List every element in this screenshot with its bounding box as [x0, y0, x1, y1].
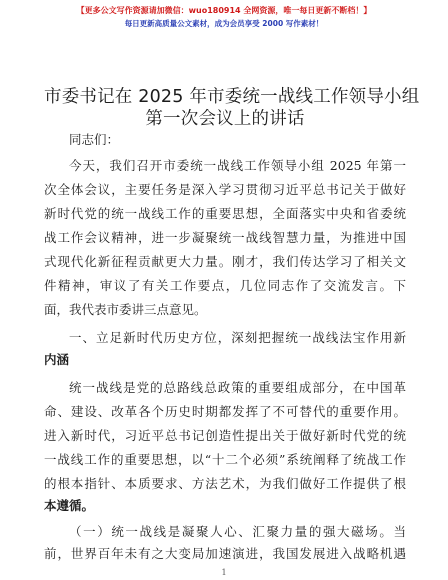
body-line: 新时代党的统一战线工作的重要思想，全面落实中央和省委统 [44, 206, 406, 221]
salutation: 同志们： [69, 132, 120, 147]
promo-banner [0, 4, 448, 30]
body-line: 一战线工作的重要思想，以“十二个必须”系统阐释了统战工作 [44, 452, 406, 467]
body-line: 的根本指针、本质要求、方法艺术，为我们做好工作提供了根 [44, 476, 406, 491]
page-number: 1 [221, 568, 227, 577]
body-line: 前，世界百年未有之大变局加速演进，我国发展进入战略机遇 [44, 546, 406, 561]
body-line: 件精神，审议了有关工作要点，几位同志作了交流发言。下 [44, 278, 406, 293]
body-line: 面，我代表市委讲三点意见。 [44, 302, 207, 317]
body-line: 次全体会议，主要任务是深入学习贯彻习近平总书记关于做好 [44, 182, 406, 197]
body-line: 今天，我们召开市委统一战线工作领导小组 2025 年第一 [69, 158, 406, 173]
body-line: 本遵循。 [44, 498, 95, 513]
title-line-1: 市委书记在 2025 年市委统一战线工作领导小组 [44, 87, 420, 107]
body-line: 进入新时代，习近平总书记创造性提出关于做好新时代党的统 [44, 428, 406, 443]
body-line: 式现代化新征程贡献更大力量。刚才，我们传达学习了相关文 [44, 254, 406, 269]
title-line-2: 第一次会议上的讲话 [145, 109, 305, 129]
promo-line-1: 【更多公文写作资源请加微信：wuo180914 全网资源，唯一每日更新不断档！】 [76, 6, 372, 15]
body-line: （一）统一战线是凝聚人心、汇聚力量的强大磁场。当 [69, 524, 406, 539]
body-line: 统一战线是党的总路线总政策的重要组成部分，在中国革 [69, 380, 406, 395]
body-line: 战工作会议精神，进一步凝聚统一战线智慧力量，为推进中国 [44, 230, 406, 245]
promo-line-2: 每日更新高质量公文素材，成为会员享受 2000 写作素材！ [124, 19, 324, 28]
section-heading-line: 内涵 [44, 352, 70, 367]
section-heading-line: 一、立足新时代历史方位，深刻把握统一战线法宝作用新 [69, 330, 406, 345]
body-line: 命、建设、改革各个历史时期都发挥了不可替代的重要作用。 [44, 404, 406, 419]
